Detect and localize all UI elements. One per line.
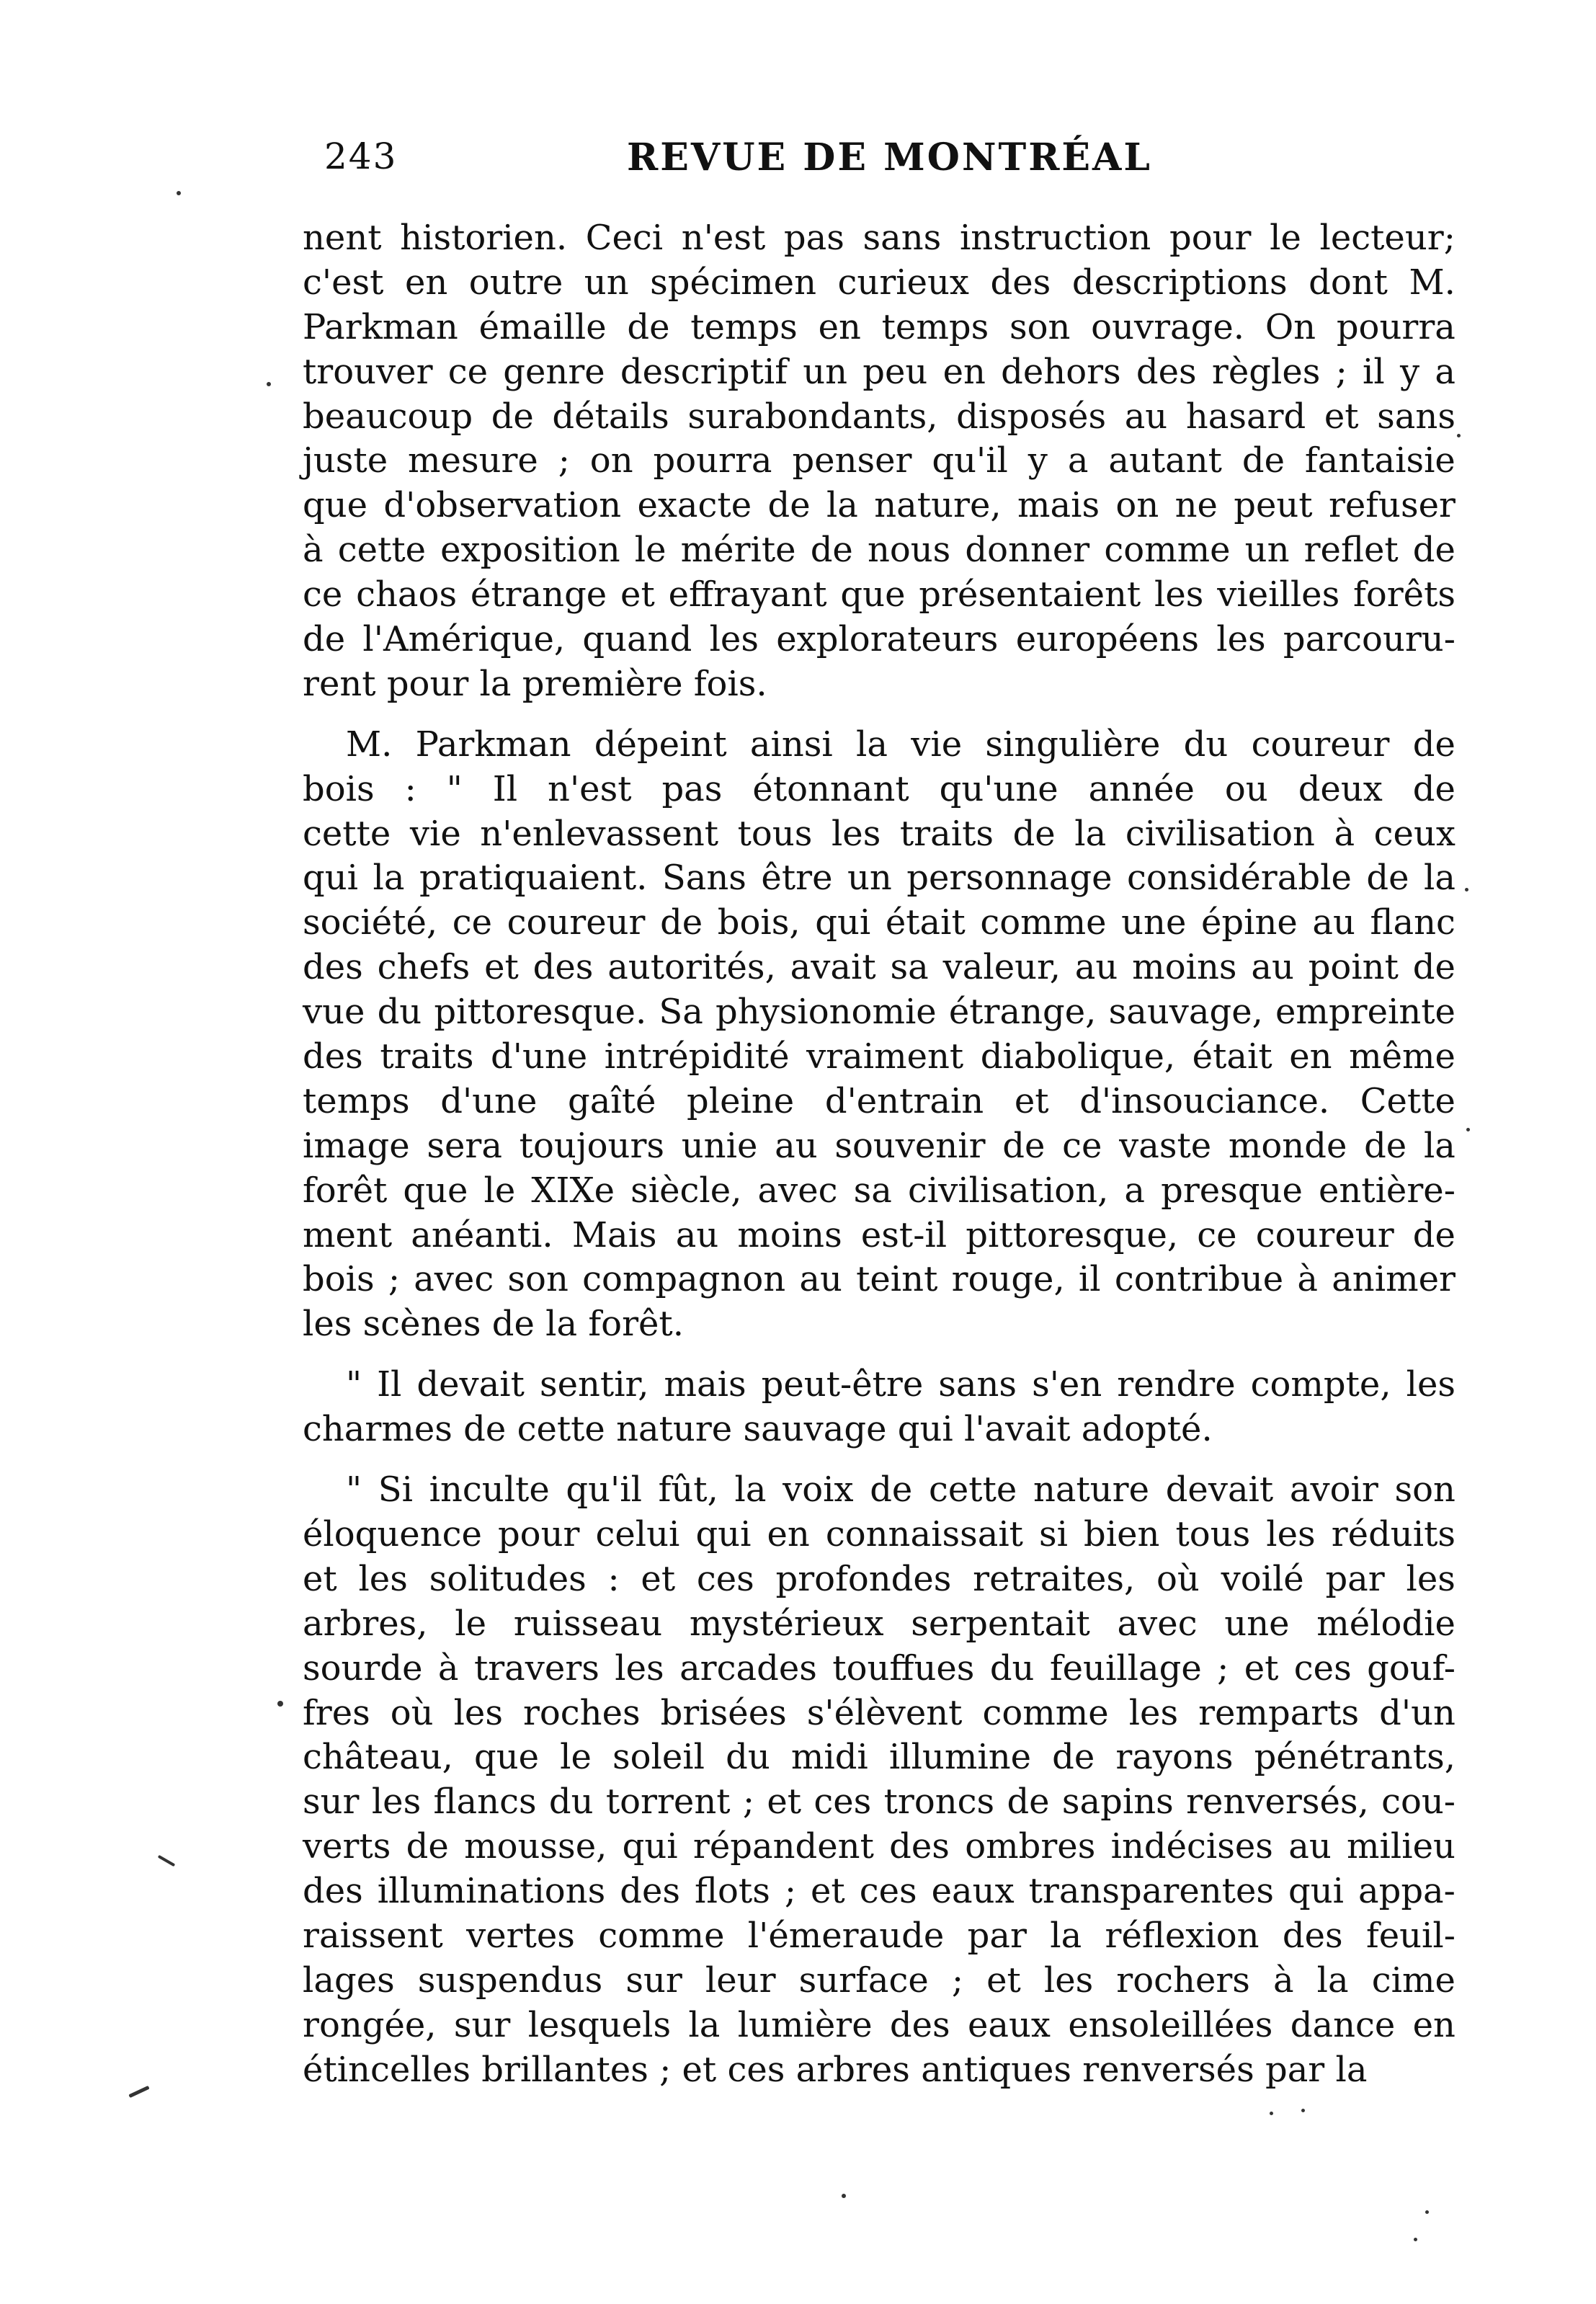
text-line: lages suspendus sur leur surface ; et les rochers à la cime bbox=[303, 1960, 1455, 2001]
paragraph bbox=[303, 1468, 1455, 2092]
text-line: Parkman émaille de temps en temps son ouvrage. On pourra bbox=[303, 306, 1455, 347]
text-line: société, ce coureur de bois, qui était comme une épine au flanc bbox=[303, 902, 1455, 943]
text-line: sourde à travers les arcades touffues du feuillage ; et ces gouf- bbox=[303, 1647, 1455, 1689]
scan-speck bbox=[1301, 2109, 1305, 2112]
text-line: rongée, sur lesquels la lumière des eaux ensoleillées dance en bbox=[303, 2004, 1455, 2045]
scan-speck bbox=[1270, 2112, 1273, 2115]
text-line: " Si inculte qu'il fût, la voix de cette nature devait avoir son bbox=[346, 1469, 1455, 1511]
paragraph bbox=[303, 1363, 1455, 1452]
scan-speck bbox=[842, 2194, 846, 2198]
scan-speck bbox=[1466, 1128, 1470, 1131]
text-line: bois : " Il n'est pas étonnant qu'une année ou deux de bbox=[303, 768, 1455, 809]
text-line: de l'Amérique, quand les explorateurs européens les parcouru- bbox=[303, 619, 1455, 660]
text-line: c'est en outre un spécimen curieux des descriptions dont M. bbox=[303, 262, 1455, 303]
scan-speck bbox=[277, 1701, 283, 1707]
scan-speck bbox=[267, 382, 271, 386]
paragraph bbox=[303, 723, 1455, 1347]
text-line: éloquence pour celui qui en connaissait si bien tous les réduits bbox=[303, 1513, 1455, 1554]
text-line: sur les flancs du torrent ; et ces troncs de sapins renversés, cou- bbox=[303, 1782, 1455, 1823]
running-title: REVUE DE MONTRÉAL bbox=[627, 135, 1152, 179]
text-line: bois ; avec son compagnon au teint rouge, il contribue à animer bbox=[303, 1259, 1455, 1300]
text-line: et les solitudes : et ces profondes retraites, où voilé par les bbox=[303, 1558, 1455, 1599]
text-line: fres où les roches brisées s'élèvent comme les remparts d'un bbox=[303, 1692, 1455, 1733]
text-line: raissent vertes comme l'émeraude par la réflexion des feuil- bbox=[303, 1915, 1455, 1956]
paragraph-gap bbox=[303, 707, 1455, 723]
text-line: des chefs et des autorités, avait sa valeur, au moins au point de bbox=[303, 947, 1455, 988]
page-header bbox=[324, 135, 1448, 193]
text-line: charmes de cette nature sauvage qui l'avait adopté. bbox=[303, 1409, 1213, 1450]
text-line: nent historien. Ceci n'est pas sans instruction pour le lecteur; bbox=[303, 218, 1455, 258]
text-line: à cette exposition le mérite de nous donner comme un reflet de bbox=[303, 530, 1455, 571]
text-line: rent pour la première fois. bbox=[303, 663, 767, 704]
page-number: 243 bbox=[324, 135, 398, 177]
text-line: cette vie n'enlevassent tous les traits de la civilisation à ceux bbox=[303, 813, 1455, 854]
text-line: château, que le soleil du midi illumine de rayons pénétrants, bbox=[303, 1737, 1455, 1778]
text-line: que d'observation exacte de la nature, mais on ne peut refuser bbox=[303, 485, 1455, 526]
text-line: ment anéanti. Mais au moins est-il pittoresque, ce coureur de bbox=[303, 1214, 1455, 1255]
text-line: qui la pratiquaient. Sans être un personnage considérable de la bbox=[303, 858, 1455, 899]
text-line: les scènes de la forêt. bbox=[303, 1304, 684, 1345]
paragraph-gap bbox=[303, 1347, 1455, 1363]
text-line: temps d'une gaîté pleine d'entrain et d'insouciance. Cette bbox=[303, 1080, 1455, 1121]
scan-speck bbox=[1414, 2238, 1417, 2241]
text-line: vue du pittoresque. Sa physionomie étrange, sauvage, empreinte bbox=[303, 992, 1455, 1033]
scan-speck bbox=[158, 1855, 176, 1867]
text-line: des illuminations des flots ; et ces eaux transparentes qui appa- bbox=[303, 1871, 1455, 1912]
scan-speck bbox=[128, 2086, 149, 2098]
text-line: M. Parkman dépeint ainsi la vie singulière du coureur de bbox=[346, 724, 1455, 765]
text-line: image sera toujours unie au souvenir de ce vaste monde de la bbox=[303, 1125, 1455, 1166]
text-line: étincelles brillantes ; et ces arbres antiques renversés par la bbox=[303, 2049, 1368, 2090]
scan-speck bbox=[177, 191, 181, 195]
text-line: arbres, le ruisseau mystérieux serpentait avec une mélodie bbox=[303, 1603, 1455, 1644]
text-line: trouver ce genre descriptif un peu en dehors des règles ; il y a bbox=[303, 351, 1455, 392]
text-line: " Il devait sentir, mais peut-être sans s'en rendre compte, les bbox=[346, 1364, 1455, 1405]
paragraph-gap bbox=[303, 1452, 1455, 1468]
body-text bbox=[303, 216, 1455, 2093]
scan-speck bbox=[1425, 2210, 1429, 2214]
text-line: ce chaos étrange et effrayant que présentaient les vieilles forêts bbox=[303, 574, 1455, 615]
text-line: beaucoup de détails surabondants, disposés au hasard et sans bbox=[303, 396, 1455, 437]
text-line: des traits d'une intrépidité vraiment diabolique, était en même bbox=[303, 1036, 1455, 1077]
paragraph bbox=[303, 216, 1455, 707]
text-line: forêt que le XIXe siècle, avec sa civilisation, a presque entière- bbox=[303, 1170, 1455, 1211]
text-line: juste mesure ; on pourra penser qu'il y a autant de fantaisie bbox=[303, 440, 1455, 481]
text-line: verts de mousse, qui répandent des ombres indécises au milieu bbox=[303, 1826, 1455, 1867]
scan-speck bbox=[1465, 888, 1468, 891]
scan-speck bbox=[1457, 434, 1461, 437]
